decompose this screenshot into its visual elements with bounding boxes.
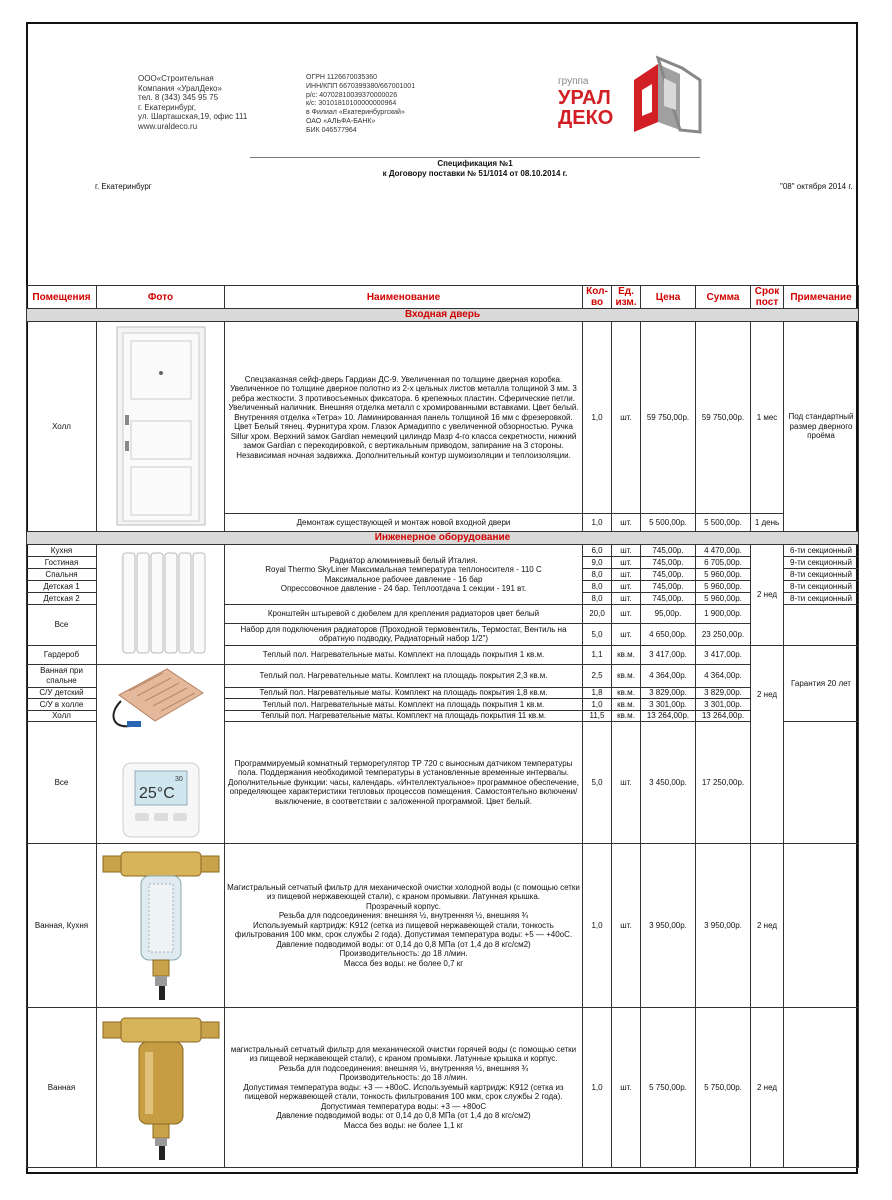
unit-cell: кв.м. <box>612 688 641 699</box>
bank-line: в Филиал «Екатеринбургский» <box>306 109 405 117</box>
bank-line: БИК 046577964 <box>306 126 357 134</box>
qty-cell: 11,5 <box>583 710 612 721</box>
unit-cell: шт. <box>612 593 641 605</box>
table-row <box>27 664 859 688</box>
unit-cell: шт. <box>612 514 641 532</box>
sum-cell: 3 829,00р. <box>696 688 751 699</box>
radiator-desc-line: Радиатор алюминиевый белый Италия. <box>329 555 478 565</box>
unit-cell: шт. <box>612 322 641 514</box>
qty-cell: 1,0 <box>583 514 612 532</box>
cold-filter-photo <box>97 844 225 1008</box>
price-cell: 3 417,00р. <box>641 645 696 664</box>
desc-line: Прозрачный корпус. <box>366 901 441 911</box>
price-cell: 3 450,00р. <box>641 721 696 843</box>
sum-cell: 23 250,00р. <box>696 623 751 645</box>
radiator-desc-line: Опрессовочное давление - 24 бар. Теплоотдача 1 секции - 191 вт. <box>280 584 527 593</box>
header-cell: Цена <box>641 286 696 309</box>
bank-line: р/с: 40702810039370000026 <box>306 91 398 99</box>
price-cell: 3 829,00р. <box>641 688 696 699</box>
bank-line: ОГРН 1126670035360 <box>306 74 377 81</box>
radiator-desc-line: Максимальное рабочее давление - 16 бар <box>324 574 483 584</box>
price-cell: 745,00р. <box>641 545 696 557</box>
price-cell: 3 950,00р. <box>641 844 696 1008</box>
unit-cell: кв.м. <box>612 699 641 710</box>
desc-line: Используемый картридж: K912 (сетка из пищевой нержавеющей стали, тонкость фильтрования 100 мкм, срок службы 2 года). Допустимая температура воды: +5 — +40оС. Давление подводимой воды: от 0,14 до 0,8 МПа (от 1,4 до 8 кгс/см2) <box>234 920 573 949</box>
note-cell <box>784 844 859 1008</box>
note-cell <box>784 605 859 646</box>
logo-line1: УРАЛ <box>558 87 611 109</box>
radiator-desc <box>225 545 583 605</box>
room-cell: Все <box>27 605 97 646</box>
note-cell: 9-ти секционный <box>784 557 859 569</box>
qty-cell: 6,0 <box>583 545 612 557</box>
hot-filter-image <box>99 1008 223 1164</box>
qty-cell: 1,0 <box>583 322 612 514</box>
qty-cell: 8,0 <box>583 593 612 605</box>
price-cell: 745,00р. <box>641 581 696 593</box>
header-cell: Ед. изм. <box>612 286 641 309</box>
bracket-name: Кронштейн штыревой с дюбелем для крепления радиаторов цвет белый <box>225 605 583 624</box>
desc-line: Производительность: до 18 л/мин. <box>339 1073 468 1083</box>
desc-line: Допустимая температура воды: +3 — +80оС <box>320 1101 487 1111</box>
floor-name: Теплый пол. Нагревательные маты. Комплект на площадь покрытия 11 кв.м. <box>225 710 583 721</box>
header-cell: Примечание <box>784 286 859 309</box>
spec-subtitle: к Договору поставки № 51/1014 от 08.10.2014 г. <box>382 169 568 178</box>
unit-cell: шт. <box>612 581 641 593</box>
doc-date: "08" октября 2014 г. <box>780 182 853 191</box>
price-cell: 13 264,00р. <box>641 710 696 721</box>
room-cell: Ванная, Кухня <box>27 844 97 1008</box>
unit-cell: шт. <box>612 1008 641 1168</box>
price-cell: 3 301,00р. <box>641 699 696 710</box>
hot-filter-photo <box>97 1008 225 1168</box>
sum-cell: 59 750,00р. <box>696 322 751 514</box>
floor-name: Теплый пол. Нагревательные маты. Комплект на площадь покрытия 2,3 кв.м. <box>225 664 583 688</box>
install-name: Демонтаж существующей и монтаж новой входной двери <box>225 514 583 532</box>
note-cell: 8-ти секционный <box>784 581 859 593</box>
room-cell: Детская 1 <box>27 581 97 593</box>
room-cell: Детская 2 <box>27 593 97 605</box>
note-cell <box>784 1008 859 1168</box>
desc-line: Производительность: до 18 л/мин. <box>339 949 468 959</box>
header-cell: Срок пост <box>751 286 784 309</box>
qty-cell: 8,0 <box>583 569 612 581</box>
desc-line: Масса без воды: не более 0,7 кг <box>343 958 464 968</box>
price-cell: 745,00р. <box>641 557 696 569</box>
unit-cell: шт. <box>612 844 641 1008</box>
room-cell: С/У детский <box>27 688 97 699</box>
sum-cell: 5 960,00р. <box>696 569 751 581</box>
unit-cell: шт. <box>612 605 641 624</box>
qty-cell: 1,0 <box>583 844 612 1008</box>
header-cell: Кол-во <box>583 286 612 309</box>
room-cell: Гардероб <box>27 645 97 664</box>
note-cell: Под стандартный размер дверного проёма <box>784 322 859 532</box>
qty-cell: 20,0 <box>583 605 612 624</box>
qty-cell: 1,0 <box>583 1008 612 1168</box>
unit-cell: шт. <box>612 721 641 843</box>
note-cell <box>784 721 859 843</box>
logo-small-text: группа <box>558 76 589 87</box>
sum-cell: 6 705,00р. <box>696 557 751 569</box>
unit-cell: шт. <box>612 569 641 581</box>
company-line: Компания «УралДеко» <box>138 83 222 93</box>
header-cell: Фото <box>97 286 225 309</box>
qty-cell: 9,0 <box>583 557 612 569</box>
unit-cell: шт. <box>612 557 641 569</box>
desc-line: Резьба для подсоединения: внешняя ½, внутренняя ½, внешняя ¾ <box>278 911 529 921</box>
unit-cell: кв.м. <box>612 645 641 664</box>
sum-cell: 5 960,00р. <box>696 593 751 605</box>
note-cell: 6-ти секционный <box>784 545 859 557</box>
door-name: Спецзаказная сейф-дверь Гардиан ДС-9. Увеличенная по толщине дверная коробка. Увеличенное по толщине дверное полотно из 2-х цельных листов металла толщиной 3 мм. 3 ребра жесткости. 3 противосъемных фиксатора. 6 крепежных пластин. Сферические петли. Увеличенный наличник. Внешняя отделка металл с хромированными вставками. Цвет белый. Внутренняя отделка «Тетра» 10. Ламинированная панель толщиной 16 мм с фрезеровкой. Цвет Белый тянец. Фурнитура хром. Глазок Армадиппо с увеличенной обзорностью. Ручка Sillur хром. Верхний замок Gardian немецкий цилиндр Mазр 4-го класса секретности, нижний замок Gardian с перекодировкой, с вертикальным приводом, запирание на 3 стороны. Независимая ночная задвижка. Дополнительный контур шумоизоляции и теплоизоляции. <box>225 322 583 514</box>
desc-line: Резьба для подсоединения: внешняя ½, внутренняя ½, внешняя ¾ <box>278 1063 529 1073</box>
sum-cell: 4 470,00р. <box>696 545 751 557</box>
bank-line: ИНН/КПП 6670399380/667001001 <box>306 82 416 90</box>
company-line: www.uraldeco.ru <box>138 121 198 131</box>
price-cell: 745,00р. <box>641 569 696 581</box>
table-row <box>27 844 859 1008</box>
room-cell: С/У в холле <box>27 699 97 710</box>
spec-title-block <box>250 159 700 179</box>
floor-photos <box>97 664 225 844</box>
company-info <box>138 74 247 131</box>
company-line: тел. 8 (343) 345 95 75 <box>138 93 219 102</box>
thermostat-display-small: 30 <box>175 775 183 783</box>
kit-name: Набор для подключения радиаторов (Проходной термовентиль, Термостат, Вентиль на обратную подводку, Радиаторный набор 1/2") <box>225 623 583 645</box>
room-cell: Кухня <box>27 545 97 557</box>
bank-line: ОАО «АЛЬФА-БАНК» <box>306 117 376 125</box>
sum-cell: 5 750,00р. <box>696 1008 751 1168</box>
unit-cell: кв.м. <box>612 664 641 688</box>
desc-line: Давление подводимой воды: от 0,14 до 0,8 МПа (от 1,4 до 8 кгс/см2) <box>276 1111 531 1121</box>
note-cell: 8-ти секционный <box>784 569 859 581</box>
room-cell: Холл <box>27 322 97 532</box>
sum-cell: 5 500,00р. <box>696 514 751 532</box>
qty-cell: 5,0 <box>583 721 612 843</box>
qty-cell: 8,0 <box>583 581 612 593</box>
header-row <box>27 286 859 309</box>
price-cell: 4 364,00р. <box>641 664 696 688</box>
term-cell: 1 мес <box>751 322 784 514</box>
term-cell: 2 нед <box>751 645 784 843</box>
sum-cell: 1 900,00р. <box>696 605 751 624</box>
term-cell: 2 нед <box>751 844 784 1008</box>
bank-line: к/с: 30101810100000000964 <box>306 100 397 108</box>
price-cell: 95,00р. <box>641 605 696 624</box>
bank-info <box>306 74 415 136</box>
price-cell: 4 650,00р. <box>641 623 696 645</box>
company-line: ООО«Строительная <box>138 74 214 83</box>
room-cell: Все <box>27 721 97 843</box>
term-cell: 2 нед <box>751 1008 784 1168</box>
radiator-photo <box>97 545 225 665</box>
unit-cell: кв.м. <box>612 710 641 721</box>
doc-city: г. Екатеринбург <box>95 182 152 191</box>
header-cell: Наименование <box>225 286 583 309</box>
room-cell: Гостиная <box>27 557 97 569</box>
title-divider <box>250 157 700 158</box>
sum-cell: 17 250,00р. <box>696 721 751 843</box>
floor-name: Теплый пол. Нагревательные маты. Комплект на площадь покрытия 1 кв.м. <box>225 645 583 664</box>
table-row <box>27 545 859 557</box>
table-row <box>27 1008 859 1168</box>
logo-line2: ДЕКО <box>558 107 614 129</box>
room-cell: Холл <box>27 710 97 721</box>
company-logo <box>556 50 716 140</box>
thermostat-display: 25°C <box>139 784 175 802</box>
note-cell: 8-ти секционный <box>784 593 859 605</box>
qty-cell: 1,1 <box>583 645 612 664</box>
cold-filter-image <box>99 844 223 1004</box>
price-cell: 5 750,00р. <box>641 1008 696 1168</box>
floor-mat-and-thermostat-image <box>99 665 223 841</box>
desc-line: Масса без воды: не более 1,1 кг <box>343 1120 464 1130</box>
qty-cell: 5,0 <box>583 623 612 645</box>
cold-filter-desc <box>225 844 583 1008</box>
price-cell: 5 500,00р. <box>641 514 696 532</box>
qty-cell: 1,8 <box>583 688 612 699</box>
unit-cell: шт. <box>612 623 641 645</box>
spec-table <box>26 285 859 1168</box>
spec-title: Спецификация №1 <box>437 159 513 168</box>
qty-cell: 1,0 <box>583 699 612 710</box>
sum-cell: 3 950,00р. <box>696 844 751 1008</box>
desc-line: Магистральный сетчатый фильтр для механической очистки холодной воды (с помощью сетки из пищевой нержавеющей стали), с краном промывки. Латунная крышка. <box>227 882 580 902</box>
term-cell: 2 нед <box>751 545 784 646</box>
sum-cell: 3 417,00р. <box>696 645 751 664</box>
price-cell: 745,00р. <box>641 593 696 605</box>
company-line: ул. Шарташская,19, офис 111 <box>138 112 248 121</box>
table-row <box>27 322 859 514</box>
company-line: г. Екатеринбург, <box>138 102 196 112</box>
sum-cell: 5 960,00р. <box>696 581 751 593</box>
floor-name: Теплый пол. Нагревательные маты. Комплект на площадь покрытия 1,8 кв.м. <box>225 688 583 699</box>
price-cell: 59 750,00р. <box>641 322 696 514</box>
desc-line: Допустимая температура воды: +3 — +80оС. Используемый картридж: K912 (сетка из пищевой нержавеющей стали, тонкость фильтрования 100 мкм, срок службы 2 года). <box>243 1082 564 1102</box>
unit-cell: шт. <box>612 545 641 557</box>
section-door: Входная дверь <box>27 309 859 322</box>
room-cell: Ванная <box>27 1008 97 1168</box>
term-cell: 1 день <box>751 514 784 532</box>
radiator-desc-line: Royal Thermo SkyLiner Максимальная температура теплоносителя - 110 С <box>265 565 542 574</box>
qty-cell: 2,5 <box>583 664 612 688</box>
radiator-image <box>99 545 223 661</box>
floor-name: Теплый пол. Нагревательные маты. Комплект на площадь покрытия 1 кв.м. <box>225 699 583 710</box>
header-cell: Помещения <box>27 286 97 309</box>
sum-cell: 3 301,00р. <box>696 699 751 710</box>
thermostat-name: Программируемый комнатный терморегулятор TP 720 с выносным датчиком температуры пола. Поддержания необходимой температуры в установленные временные интервалы. Дополнительные функции: часы, календарь. «Интеллектуальное» программное обеспечение, определяющее характеристики тепловых процессов помещения. Самостоятельно включени/выключение, в соответствии с заложенной программой. Цвет белый. <box>225 721 583 843</box>
section-engineering: Инженерное оборудование <box>27 532 859 545</box>
hot-filter-desc <box>225 1008 583 1168</box>
door-image <box>99 323 223 528</box>
door-photo <box>97 322 225 532</box>
header-cell: Сумма <box>696 286 751 309</box>
note-cell: Гарантия 20 лет <box>784 645 859 721</box>
desc-line: магистральный сетчатый фильтр для механической очистки горячей воды (с помощью сетки из пищевой нержавеющей стали), с краном промывки. Латунные крышка и корпус. <box>230 1044 577 1064</box>
sum-cell: 4 364,00р. <box>696 664 751 688</box>
room-cell: Спальня <box>27 569 97 581</box>
sum-cell: 13 264,00р. <box>696 710 751 721</box>
room-cell: Ванная при спальне <box>27 664 97 688</box>
